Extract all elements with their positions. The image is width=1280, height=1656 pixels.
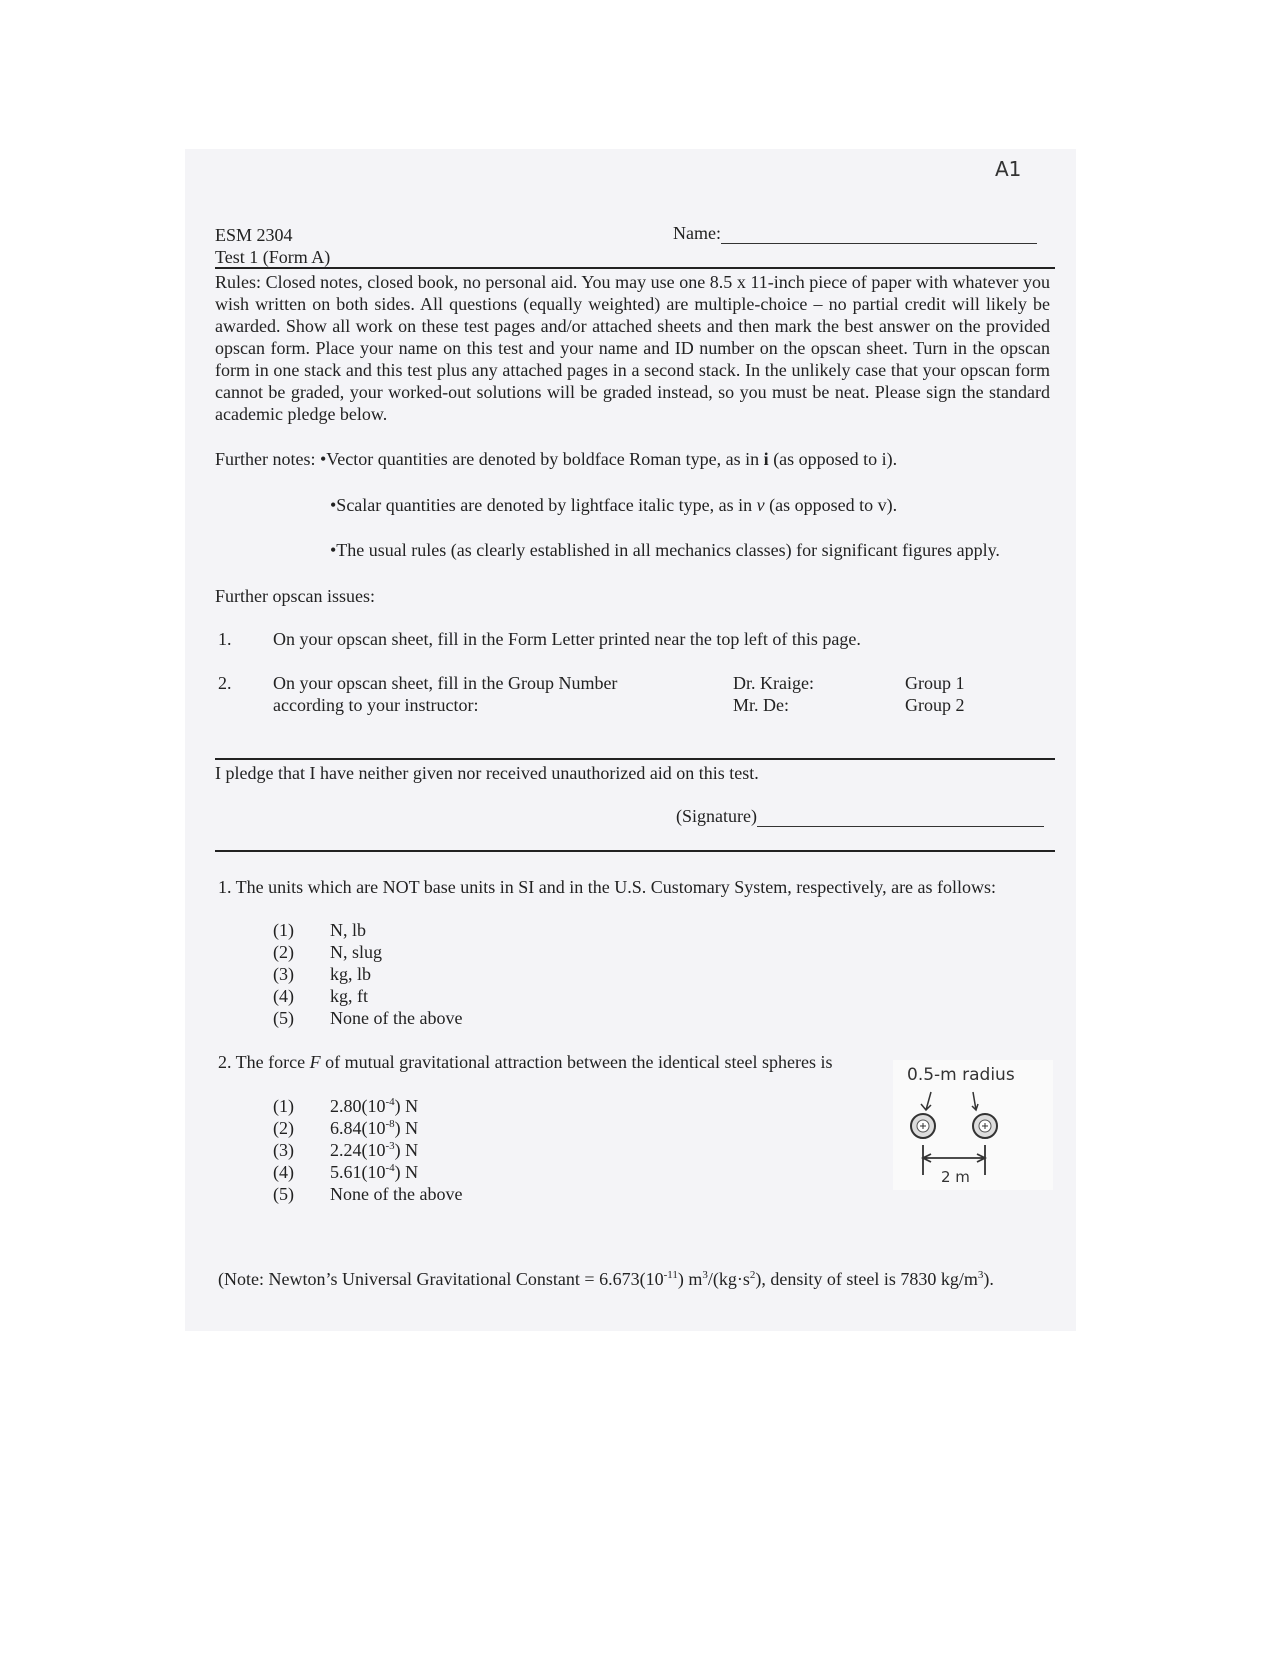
test-title: Test 1 (Form A) [215,247,331,267]
question-1: 1. The units which are NOT base units in SI and in the U.S. Customary System, respectively, are as follows: [218,877,997,897]
group-2: Group 2 [905,695,965,715]
opscan-item-2: On your opscan sheet, fill in the Group Number [273,673,618,693]
opscan-item-1: On your opscan sheet, fill in the Form Letter printed near the top left of this page. [273,629,861,649]
rules-text: Rules: Closed notes, closed book, no personal aid. You may use one 8.5 x 11-inch piece of paper with whatever you wish written on both sides. All questions (equally weighted) are multiple-choice – no partial credit will likely be awarded. Show all work on these test pages and/or attached sheets and then mark the best answer on the provided opscan form. Place your name on this test and your name and ID number on the opscan sheet. Turn in the opscan form in one stack and this test plus any attached pages in a second stack. In the unlikely case that your opscan form cannot be graded, your worked-out solutions will be graded instead, so you must be neat. Please sign the standard academic pledge below. [215,272,1050,424]
item-number: 1. [218,629,232,649]
distance-label: 2 m [941,1168,970,1186]
spheres-diagram [893,1060,1053,1190]
option-number: (4) [273,986,294,1006]
page-mark: A1 [995,157,1022,181]
divider [215,267,1055,269]
further-notes: Further notes: •Vector quantities are denoted by boldface Roman type, as in i (as opposed to i). [215,449,898,469]
item-number: 2. [218,673,232,693]
q1-option: N, lb [330,920,366,940]
option-number: (2) [273,942,294,962]
q1-option: kg, lb [330,964,372,984]
instructor-1: Dr. Kraige: [733,673,814,693]
option-number: (3) [273,1140,294,1160]
question-2: 2. The force F of mutual gravitational attraction between the identical steel spheres is [218,1052,833,1072]
group-1: Group 1 [905,673,965,693]
name-label: Name: [673,223,721,243]
constants-note: (Note: Newton’s Universal Gravitational Constant = $6.673(10^{-11})$ $m^3/(kg\cdot s^2)$, density of steel is 7830 $kg/m^3$). [218,1269,994,1289]
option-number: (4) [273,1162,294,1182]
signature-label: (Signature) [676,806,757,826]
option-number: (3) [273,964,294,984]
divider [215,850,1055,852]
note-sigfigs: •The usual rules (as clearly established in all mechanics classes) for significant figures apply. [330,540,1000,560]
radius-label: 0.5-m radius [907,1065,1015,1085]
q2-option: None of the above [330,1184,463,1204]
q1-option: kg, ft [330,986,368,1006]
q1-option: N, slug [330,942,383,962]
signature-field[interactable] [676,805,1044,827]
pledge-text: I pledge that I have neither given nor received unauthorized aid on this test. [215,763,759,783]
option-number: (5) [273,1184,294,1204]
q2-option: $2.24(10^{-3})$ N [330,1140,419,1160]
opscan-item-2-cont: according to your instructor: [273,695,479,715]
course-code: ESM 2304 [215,225,293,245]
option-number: (1) [273,1096,294,1116]
spheres-figure [893,1060,1053,1190]
q2-option: $2.80(10^{-4})$ N [330,1096,419,1116]
q2-option: $6.84(10^{-8})$ N [330,1118,419,1138]
option-number: (1) [273,920,294,940]
note-scalar: •Scalar quantities are denoted by lightface italic type, as in v (as opposed to v). [330,495,898,515]
opscan-label: Further opscan issues: [215,586,375,606]
name-field[interactable] [673,222,1037,244]
q2-option: $5.61(10^{-4})$ N [330,1162,419,1182]
q1-option: None of the above [330,1008,463,1028]
option-number: (2) [273,1118,294,1138]
option-number: (5) [273,1008,294,1028]
divider [215,758,1055,760]
instructor-2: Mr. De: [733,695,789,715]
